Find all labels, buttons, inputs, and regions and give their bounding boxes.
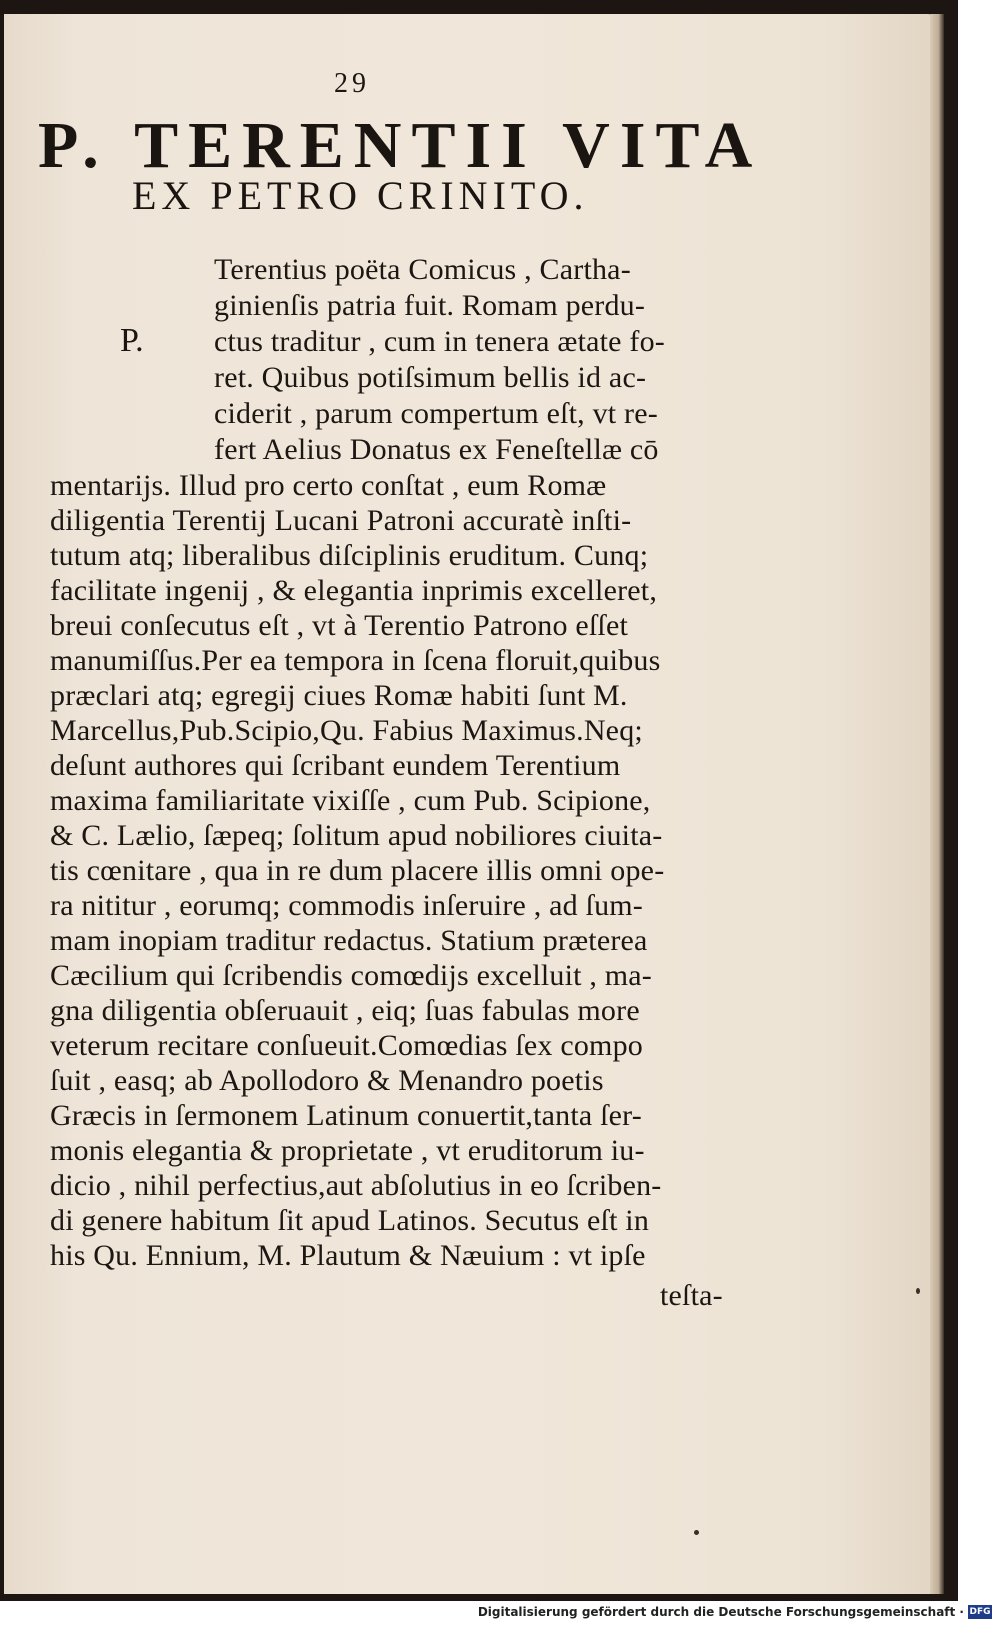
text-line: & C. Lælio, ſæpeq; ſolitum apud nobiliores ciuita- <box>50 819 663 852</box>
ink-speck <box>916 1288 920 1294</box>
text-line: gna diligentia obſeruauit , eiq; ſuas fabulas more <box>50 994 640 1027</box>
text-line: maxima familiaritate vixiſſe , cum Pub. Scipione, <box>50 784 651 817</box>
text-line: di genere habitum ſit apud Latinos. Secutus eſt in <box>50 1204 650 1237</box>
text-line: breui conſecutus eſt , vt à Terentio Patrono eſſet <box>50 609 629 642</box>
text-line: Marcellus,Pub.Scipio,Qu. Fabius Maximus.Neq; <box>50 714 643 747</box>
text-line: ret. Quibus potiſsimum bellis id ac- <box>214 361 647 394</box>
text-line: veterum recitare conſueuit.Comœdias ſex compo <box>50 1029 643 1062</box>
page-edge-shadow <box>930 14 944 1594</box>
text-line: his Qu. Ennium, M. Plautum & Næuium : vt ipſe <box>50 1239 646 1272</box>
text-line: Cæcilium qui ſcribendis comœdijs excelluit , ma- <box>50 959 652 992</box>
dfg-logo: DFG <box>969 1607 991 1617</box>
text-line: fert Aelius Donatus ex Feneſtellæ cō <box>214 433 659 466</box>
ink-speck <box>694 1530 699 1535</box>
text-line: dicio , nihil perfectius,aut abſolutius in eo ſcriben- <box>50 1169 662 1202</box>
page-title: P. TERENTII VITA <box>38 109 763 182</box>
page-subtitle: EX PETRO CRINITO. <box>132 173 589 218</box>
text-line: ginienſis patria fuit. Romam perdu- <box>214 289 646 322</box>
text-line: deſunt authores qui ſcribant eundem Terentium <box>50 749 621 782</box>
digitization-footer <box>0 1601 1000 1625</box>
text-line: ctus traditur , cum in tenera ætate fo- <box>214 325 665 358</box>
text-line: Græcis in ſermonem Latinum conuertit,tanta ſer- <box>50 1099 642 1132</box>
text-line: ſuit , easq; ab Apollodoro & Menandro poetis <box>50 1064 604 1097</box>
text-line: facilitate ingenij , & elegantia inprimis excelleret, <box>50 574 658 607</box>
page-number: 29 <box>334 68 370 99</box>
text-line: manumiſſus.Per ea tempora in ſcena floruit,quibus <box>50 644 661 677</box>
drop-initial: P. <box>120 322 144 359</box>
text-line: monis elegantia & proprietate , vt eruditorum iu- <box>50 1134 645 1167</box>
text-line: diligentia Terentij Lucani Patroni accuratè inſti- <box>50 504 632 537</box>
catchword: teſta- <box>660 1279 723 1312</box>
text-line: ra nititur , eorumq; commodis inſeruire , ad ſum- <box>50 889 643 922</box>
text-line: tis cœnitare , qua in re dum placere illis omni ope- <box>50 854 665 887</box>
text-line: mam inopiam traditur redactus. Statium præterea <box>50 924 648 957</box>
text-line: ciderit , parum compertum eſt, vt re- <box>214 397 658 430</box>
text-line: mentarijs. Illud pro certo conſtat , eum Romæ <box>50 469 607 502</box>
text-line: præclari atq; egregij ciues Romæ habiti ſunt M. <box>50 679 628 712</box>
text-line: tutum atq; liberalibus diſciplinis eruditum. Cunq; <box>50 539 649 572</box>
funding-credit: Digitalisierung gefördert durch die Deutsche Forschungsgemeinschaft · <box>477 1605 964 1619</box>
text-line: Terentius poëta Comicus , Cartha- <box>214 253 631 286</box>
